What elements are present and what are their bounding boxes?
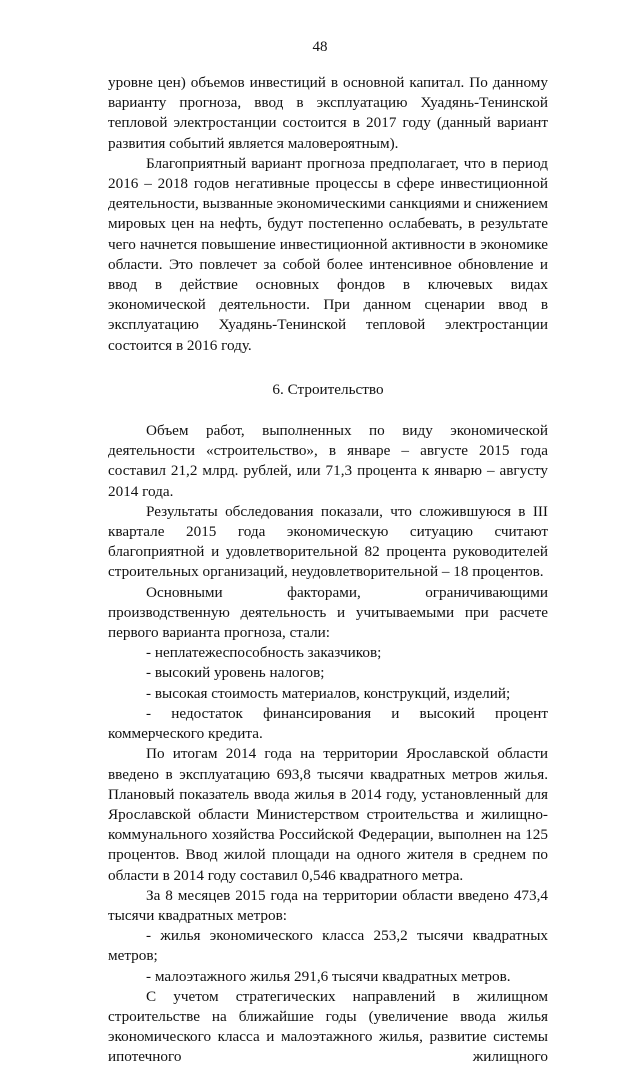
- paragraph-construction-volume: Объем работ, выполненных по виду экономической деятельности «строительство», в январе – августе 2015 года составил 21,2 млрд. рублей, или 71,3 процента к январю – августу 2014 года.: [108, 422, 548, 500]
- list-item: - высокий уровень налогов;: [146, 664, 325, 682]
- list-item: - высокая стоимость материалов, конструкций, изделий;: [146, 684, 511, 702]
- paragraph-survey-results: Результаты обследования показали, что сложившуюся в III квартале 2015 года экономическую ситуацию считают благоприятной и удовлетворительной 82 процента руководителей строительных организаций, неудовлетворительной – 18 процентов.: [108, 502, 548, 581]
- page-content: [108, 73, 548, 1068]
- list-item: - малоэтажного жилья 291,6 тысячи квадратных метров.: [146, 967, 511, 985]
- paragraph-limiting-factors: Основными факторами, ограничивающими производственную деятельность и учитываемыми при расчете первого варианта прогноза, стали:: [108, 583, 548, 642]
- paragraph-housing-2015: За 8 месяцев 2015 года на территории области введено 473,4 тысячи квадратных метров:: [108, 886, 548, 924]
- paragraph-strategic-directions: С учетом стратегических направлений в жилищном строительстве на ближайшие годы (увеличение ввода жилья экономического класса и малоэтажного жилья, развитие системы ипотечного жилищного: [108, 987, 548, 1066]
- page-number: 48: [312, 39, 328, 55]
- list-item: - недостаток финансирования и высокий процент коммерческого кредита.: [108, 704, 548, 743]
- list-item: - жилья экономического класса 253,2 тысячи квадратных метров;: [108, 927, 548, 965]
- paragraph-investment-end: уровне цен) объемов инвестиций в основной капитал. По данному варианту прогноза, ввод в эксплуатацию Хуадянь-Тенинской тепловой электростанции состоится в 2017 году (данный вариант развития событий является маловероятным).: [108, 74, 548, 152]
- section-heading: 6. Строительство: [272, 380, 384, 398]
- list-item: - неплатежеспособность заказчиков;: [146, 644, 382, 662]
- paragraph-favorable-scenario: Благоприятный вариант прогноза предполагает, что в период 2016 – 2018 годов негативные процессы в сфере инвестиционной деятельности, вызванные экономическими санкциями и снижением мировых цен на нефть, будут постепенно ослабевать, в результате чего начнется повышение инвестиционной активности в экономике области. Это повлечет за собой более интенсивное обновление и ввод в действие основных фондов в ключевых видах экономической деятельности. При данном сценарии ввод в эксплуатацию Хуадянь-Тенинской тепловой электростанции состоится в 2016 году.: [108, 154, 548, 354]
- paragraph-housing-2014: По итогам 2014 года на территории Ярославской области введено в эксплуатацию 693,8 тысячи квадратных метров жилья. Плановый показатель ввода жилья в 2014 году, установленный для Ярославской области Министерством строительства и жилищно-коммунального хозяйства Российской Федерации, выполнен на 125 процентов. Ввод жилой площади на одного жителя в среднем по области в 2014 году составил 0,546 квадратного метра.: [108, 745, 548, 884]
